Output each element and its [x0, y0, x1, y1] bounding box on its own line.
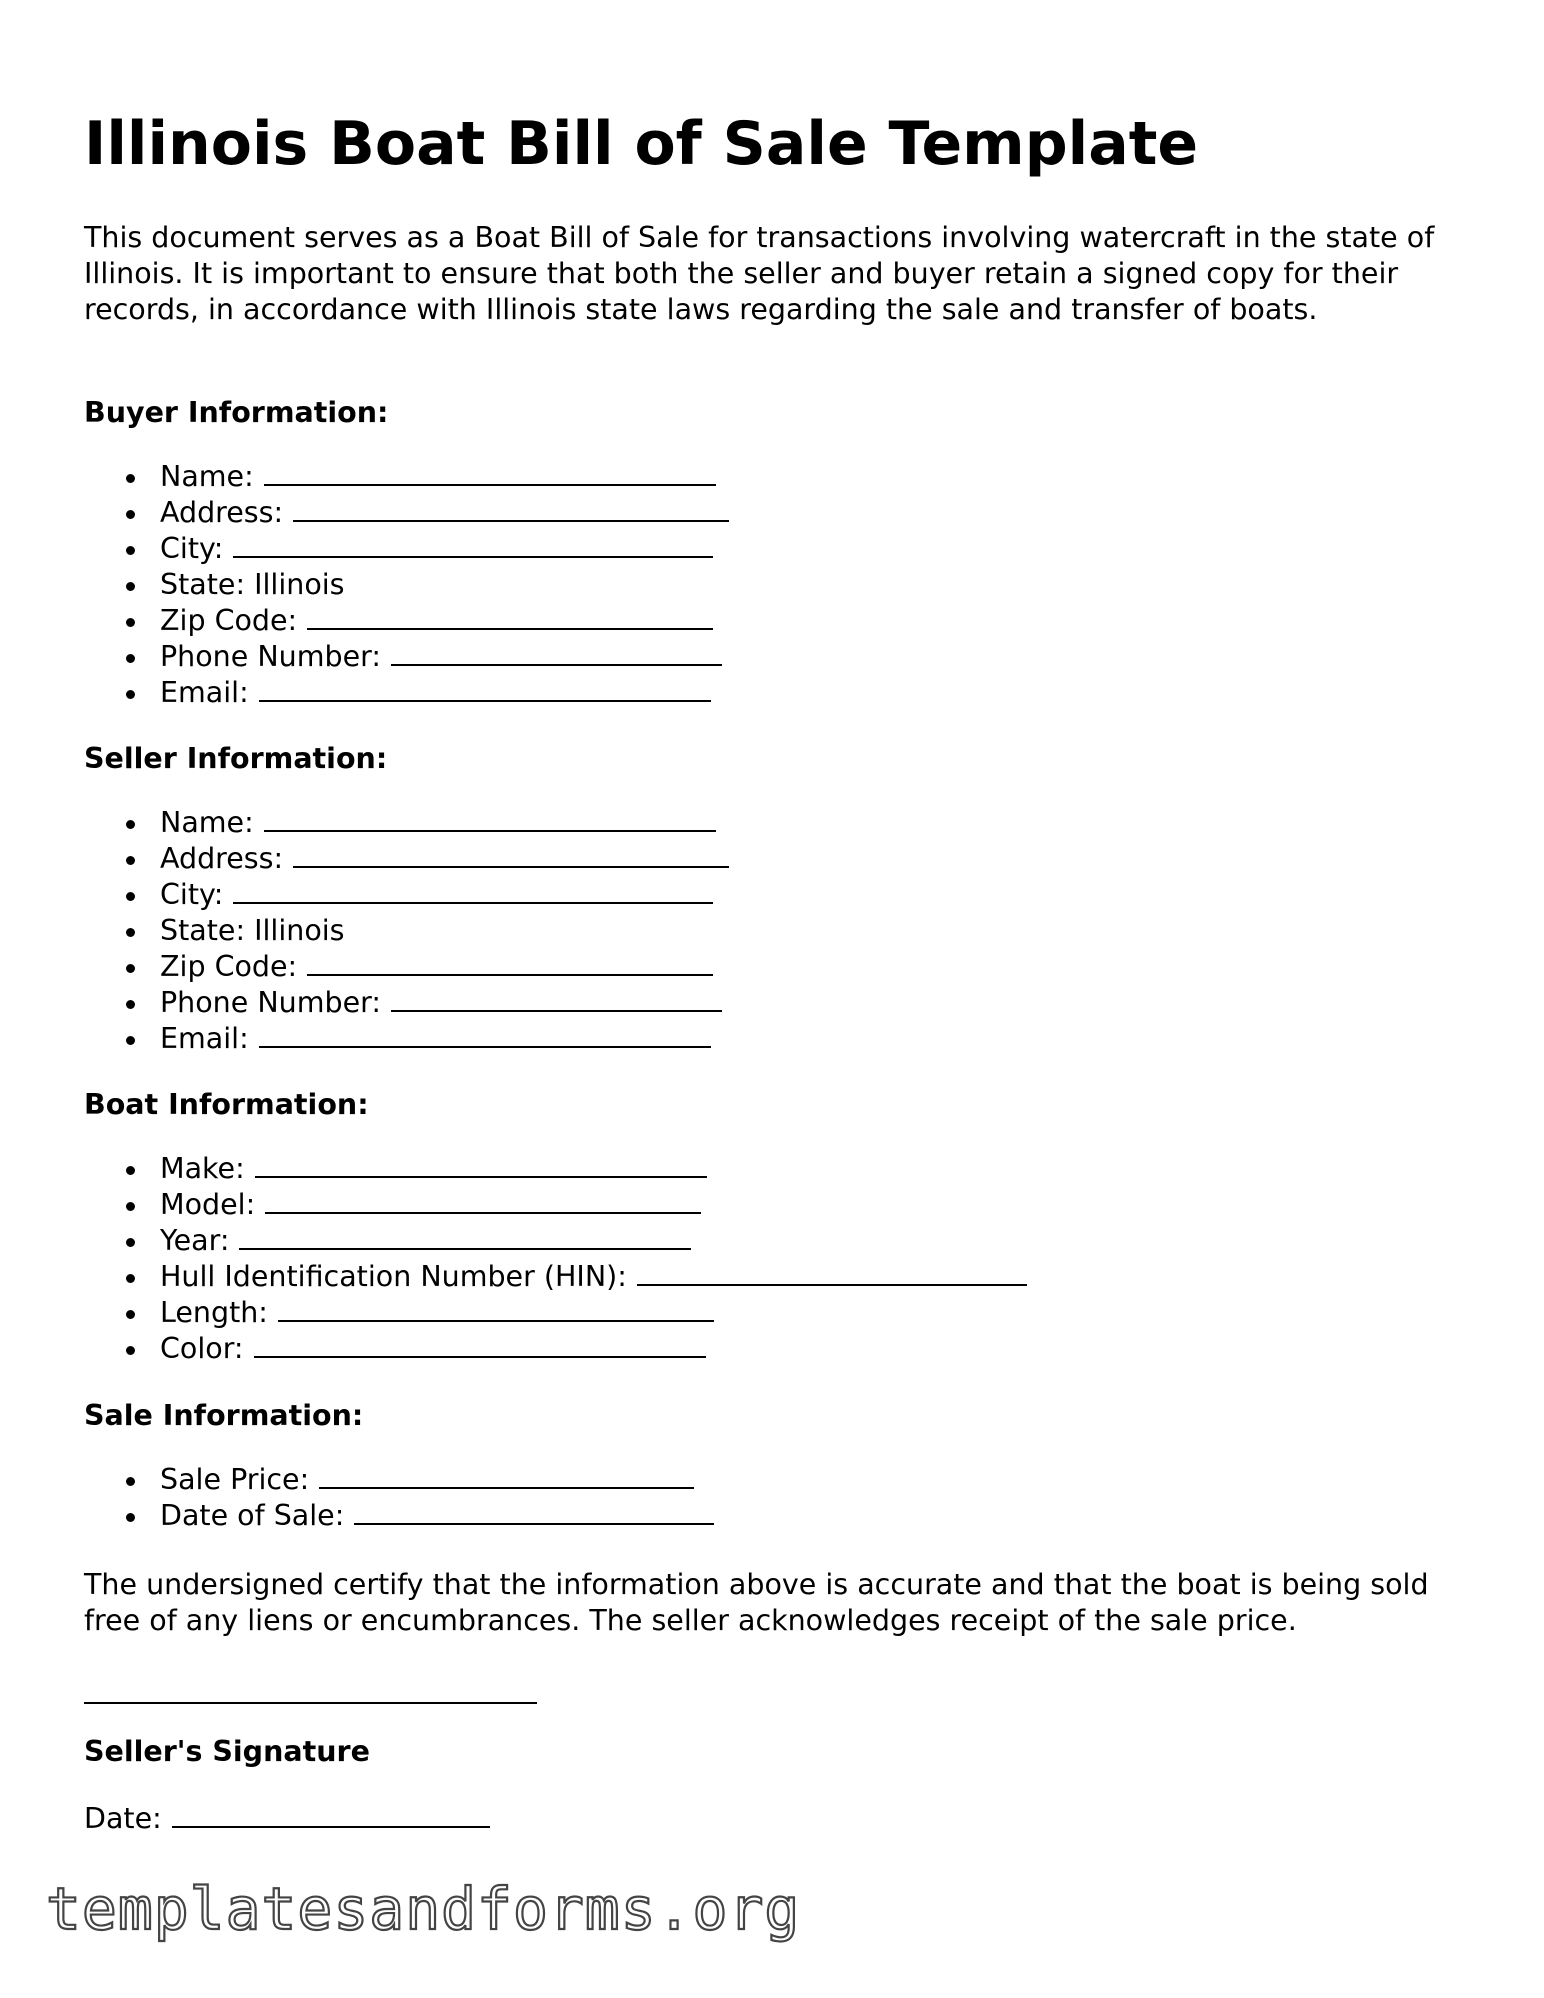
bullet-icon — [126, 690, 135, 699]
field-label: Email: — [160, 676, 249, 709]
signature-date-row — [84, 1801, 490, 1837]
field-label: State: Illinois — [160, 568, 345, 601]
seller-section-heading: Seller Information: — [84, 742, 388, 775]
seller-signature-line[interactable] — [84, 1702, 537, 1704]
field-label: Hull Identification Number (HIN): — [160, 1260, 627, 1293]
field-label: Year: — [160, 1224, 230, 1257]
bullet-icon — [126, 1477, 135, 1486]
field-label: City: — [160, 532, 224, 565]
seller-email-item — [84, 1021, 729, 1057]
seller-name-item — [84, 805, 729, 841]
field-label: Zip Code: — [160, 604, 298, 637]
boat-hin-item — [84, 1259, 1027, 1295]
signature-date-blank[interactable] — [172, 1804, 490, 1828]
seller-city-item — [84, 877, 729, 913]
sale-price-item — [84, 1462, 714, 1498]
buyer-zip-item — [84, 603, 729, 639]
boat-make-item — [84, 1151, 1027, 1187]
bullet-icon — [126, 892, 135, 901]
buyer-field-list — [84, 459, 729, 711]
sale-section-heading: Sale Information: — [84, 1399, 364, 1432]
seller-city-blank[interactable] — [233, 880, 713, 904]
bullet-icon — [126, 1166, 135, 1175]
boat-model-item — [84, 1187, 1027, 1223]
field-label: State: Illinois — [160, 914, 345, 947]
seller-signature-label: Seller's Signature — [84, 1735, 370, 1768]
bullet-icon — [126, 1346, 135, 1355]
seller-phone-item — [84, 985, 729, 1021]
bullet-icon — [126, 928, 135, 937]
buyer-name-blank[interactable] — [264, 462, 716, 486]
buyer-state-item — [84, 567, 729, 603]
boat-model-blank[interactable] — [265, 1190, 701, 1214]
bullet-icon — [126, 1202, 135, 1211]
field-label: Color: — [160, 1332, 244, 1365]
bullet-icon — [126, 1310, 135, 1319]
bullet-icon — [126, 1513, 135, 1522]
buyer-phone-item — [84, 639, 729, 675]
bullet-icon — [126, 964, 135, 973]
boat-year-item — [84, 1223, 1027, 1259]
field-label: Date of Sale: — [160, 1499, 345, 1532]
date-label: Date: — [84, 1802, 162, 1835]
buyer-phone-blank[interactable] — [391, 642, 722, 666]
seller-name-blank[interactable] — [264, 808, 716, 832]
seller-zip-item — [84, 949, 729, 985]
seller-email-blank[interactable] — [259, 1024, 711, 1048]
seller-address-blank[interactable] — [293, 844, 729, 868]
intro-paragraph: This document serves as a Boat Bill of Sale for transactions involving watercraft in the state of Illinois. It is important to ensure that both the seller and buyer retain a signed copy for their records, in accordance with Illinois state laws regarding the sale and transfer of boats. — [84, 221, 1435, 326]
bullet-icon — [126, 582, 135, 591]
field-label: Length: — [160, 1296, 268, 1329]
watermark-text: templatesandforms.org — [46, 1875, 801, 1943]
bullet-icon — [126, 1238, 135, 1247]
bullet-icon — [126, 1000, 135, 1009]
buyer-email-blank[interactable] — [259, 678, 711, 702]
buyer-address-item — [84, 495, 729, 531]
buyer-name-item — [84, 459, 729, 495]
bullet-icon — [126, 654, 135, 663]
seller-state-item — [84, 913, 729, 949]
buyer-zip-blank[interactable] — [307, 606, 713, 630]
field-label: Sale Price: — [160, 1463, 310, 1496]
field-label: Name: — [160, 460, 254, 493]
sale-price-blank[interactable] — [319, 1465, 694, 1489]
bullet-icon — [126, 510, 135, 519]
boat-field-list — [84, 1151, 1027, 1367]
sale-date-blank[interactable] — [354, 1501, 714, 1525]
field-label: Phone Number: — [160, 986, 381, 1019]
bullet-icon — [126, 1036, 135, 1045]
field-label: Address: — [160, 842, 284, 875]
field-label: Email: — [160, 1022, 249, 1055]
seller-zip-blank[interactable] — [307, 952, 713, 976]
field-label: Make: — [160, 1152, 245, 1185]
buyer-email-item — [84, 675, 729, 711]
buyer-section-heading: Buyer Information: — [84, 396, 389, 429]
boat-color-item — [84, 1331, 1027, 1367]
boat-make-blank[interactable] — [255, 1154, 707, 1178]
seller-field-list — [84, 805, 729, 1057]
bullet-icon — [126, 820, 135, 829]
boat-section-heading: Boat Information: — [84, 1088, 369, 1121]
page-title: Illinois Boat Bill of Sale Template — [84, 109, 1199, 179]
boat-year-blank[interactable] — [239, 1226, 691, 1250]
seller-address-item — [84, 841, 729, 877]
boat-hin-blank[interactable] — [637, 1262, 1027, 1286]
field-label: City: — [160, 878, 224, 911]
certification-statement: The undersigned certify that the information above is accurate and that the boat is being sold free of any liens or encumbrances. The seller acknowledges receipt of the sale price. — [84, 1568, 1429, 1637]
boat-length-blank[interactable] — [278, 1298, 714, 1322]
seller-phone-blank[interactable] — [391, 988, 722, 1012]
bullet-icon — [126, 546, 135, 555]
buyer-city-item — [84, 531, 729, 567]
field-label: Address: — [160, 496, 284, 529]
bullet-icon — [126, 856, 135, 865]
sale-field-list — [84, 1462, 714, 1534]
field-label: Zip Code: — [160, 950, 298, 983]
field-label: Model: — [160, 1188, 256, 1221]
buyer-city-blank[interactable] — [233, 534, 713, 558]
boat-color-blank[interactable] — [254, 1334, 706, 1358]
field-label: Phone Number: — [160, 640, 381, 673]
sale-date-item — [84, 1498, 714, 1534]
bullet-icon — [126, 618, 135, 627]
field-label: Name: — [160, 806, 254, 839]
boat-length-item — [84, 1295, 1027, 1331]
bullet-icon — [126, 1274, 135, 1283]
buyer-address-blank[interactable] — [293, 498, 729, 522]
bullet-icon — [126, 474, 135, 483]
